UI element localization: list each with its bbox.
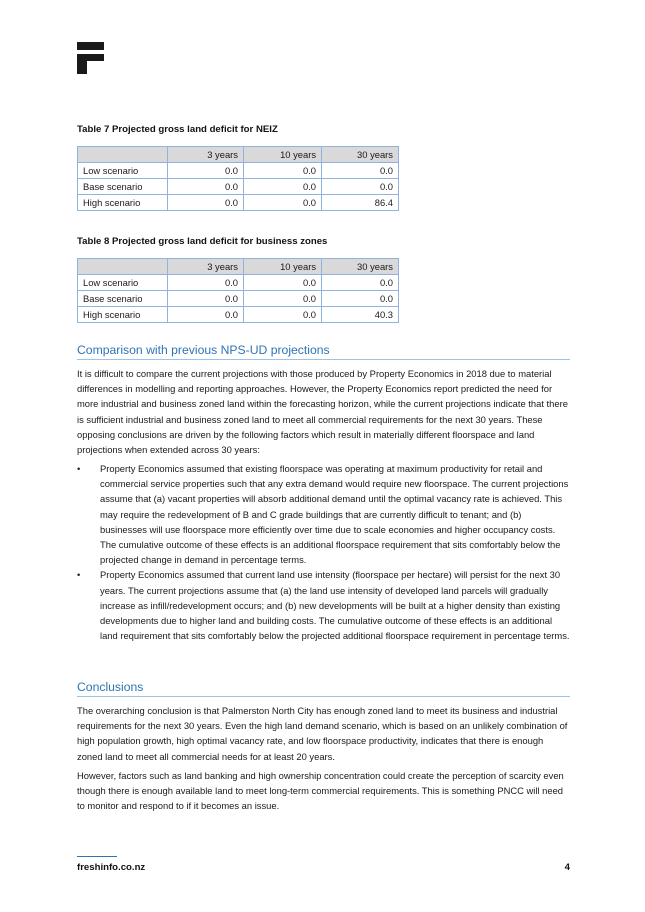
row-label: Base scenario bbox=[78, 291, 168, 307]
bullet-icon: • bbox=[77, 463, 81, 474]
comparison-heading: Comparison with previous NPS-UD projections bbox=[77, 343, 570, 360]
table-header-cell bbox=[78, 147, 168, 163]
comparison-bullet-list bbox=[77, 461, 570, 643]
table-row bbox=[78, 195, 399, 211]
table-header-row bbox=[78, 147, 399, 163]
table8-caption: Table 8 Projected gross land deficit for business zones bbox=[77, 236, 328, 247]
brand-f-logo-icon bbox=[77, 42, 104, 74]
bullet-text: Property Economics assumed that existing floorspace was operating at maximum productivity for retail and commercial service properties such that any extra demand would require new floorspace. The current projections assume that (a) vacant properties will absorb additional demand until the optimal vacancy rate is achieved. This may require the redevelopment of B and C grade buildings that are currently difficult to tenant; and (b) businesses will use floorspace more efficiently over time due to scale economies and higher occupancy costs. The cumulative outcome of these effects is an additional floorspace requirement that sits comfortably below the projected change in demand in percentage terms. bbox=[100, 463, 569, 566]
page-number: 4 bbox=[564, 862, 570, 873]
table-cell: 40.3 bbox=[322, 307, 399, 323]
conclusions-paragraph-1: The overarching conclusion is that Palmerston North City has enough zoned land to meet its business and industrial requirements for the next 30 years. Even the high land demand scenario, which is based on an unlikely combination of high population growth, high optimal vacancy rate, and low floorspace productivity, indicates that there is enough zoned land to meet all commercial needs for at least 20 years. bbox=[77, 705, 568, 762]
table-cell: 0.0 bbox=[243, 179, 321, 195]
table-cell: 0.0 bbox=[168, 275, 244, 291]
table-row bbox=[78, 275, 399, 291]
table-header-cell: 10 years bbox=[243, 147, 321, 163]
table-cell: 0.0 bbox=[322, 291, 399, 307]
table-header-row bbox=[78, 259, 399, 275]
row-label: Low scenario bbox=[78, 275, 168, 291]
footer-site-link[interactable]: freshinfo.co.nz bbox=[77, 862, 146, 873]
table-cell: 0.0 bbox=[243, 275, 321, 291]
footer-divider bbox=[77, 856, 117, 857]
table-cell: 0.0 bbox=[322, 275, 399, 291]
table-cell: 0.0 bbox=[322, 179, 399, 195]
table-cell: 0.0 bbox=[168, 179, 244, 195]
table-header-cell: 10 years bbox=[243, 259, 321, 275]
table-cell: 0.0 bbox=[168, 307, 244, 323]
row-label: Low scenario bbox=[78, 163, 168, 179]
conclusions-paragraph-2: However, factors such as land banking and high ownership concentration could create the perception of scarcity even though there is enough available land to meet long-term commercial requirements. This is something PNCC will need to monitor and respond to if it becomes an issue. bbox=[77, 770, 564, 812]
list-item bbox=[77, 461, 570, 567]
row-label: High scenario bbox=[78, 195, 168, 211]
conclusions-heading: Conclusions bbox=[77, 680, 570, 697]
table8 bbox=[77, 258, 399, 323]
table-row bbox=[78, 291, 399, 307]
table-header-cell bbox=[78, 259, 168, 275]
table-cell: 86.4 bbox=[322, 195, 399, 211]
table-cell: 0.0 bbox=[168, 163, 244, 179]
table-header-cell: 30 years bbox=[322, 259, 399, 275]
table-row bbox=[78, 163, 399, 179]
table-cell: 0.0 bbox=[243, 291, 321, 307]
table-cell: 0.0 bbox=[243, 163, 321, 179]
table-cell: 0.0 bbox=[243, 307, 321, 323]
list-item bbox=[77, 567, 570, 643]
table-header-cell: 3 years bbox=[168, 259, 244, 275]
table-cell: 0.0 bbox=[322, 163, 399, 179]
table-cell: 0.0 bbox=[168, 195, 244, 211]
row-label: Base scenario bbox=[78, 179, 168, 195]
comparison-paragraph: It is difficult to compare the current projections with those produced by Property Economics in 2018 due to material differences in modelling and reporting approaches. However, the Property Economics report predicted the need for more industrial and business zoned land within the forecasting horizon, while the current projections indicate that there is sufficient industrial and business zoned land to meet all commercial requirements for the next 30 years. These opposing conclusions are driven by the following factors which result in materially different floorspace and land projections when extended across 30 years: bbox=[77, 368, 568, 456]
table-header-cell: 30 years bbox=[322, 147, 399, 163]
row-label: High scenario bbox=[78, 307, 168, 323]
table-row bbox=[78, 307, 399, 323]
bullet-text: Property Economics assumed that current land use intensity (floorspace per hectare) will persist for the next 30 years. The current projections assume that (a) the land use intensity of developed land parcels will gradually increase as infill/redevelopment occurs; and (b) new developments will be built at a higher density than existing developments due to higher land and building costs. The cumulative outcome of these effects is an additional land requirement that sits comfortably below the projected additional floorspace requirement in percentage terms. bbox=[100, 569, 570, 642]
table-row bbox=[78, 179, 399, 195]
table-header-cell: 3 years bbox=[168, 147, 244, 163]
table-cell: 0.0 bbox=[243, 195, 321, 211]
table-cell: 0.0 bbox=[168, 291, 244, 307]
bullet-icon: • bbox=[77, 569, 81, 581]
table7 bbox=[77, 146, 399, 211]
table7-caption: Table 7 Projected gross land deficit for NEIZ bbox=[77, 124, 278, 135]
